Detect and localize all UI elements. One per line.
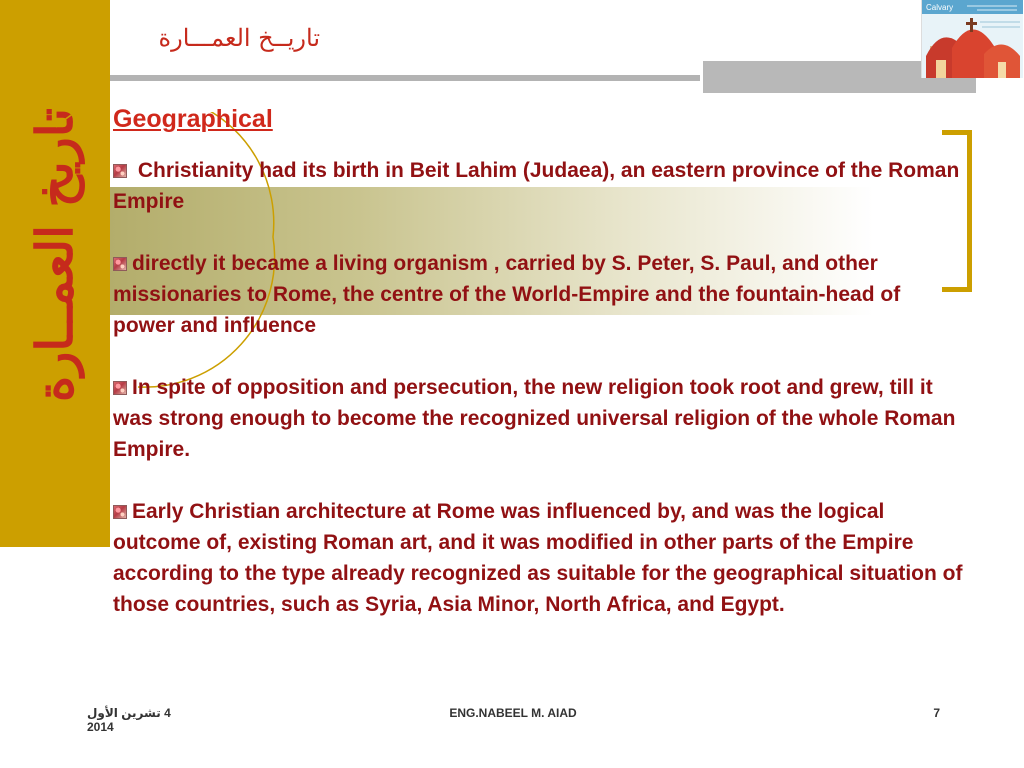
slide-title-arabic: تاريــخ العمـــارة (158, 24, 320, 52)
flower-bullet-icon (113, 164, 127, 178)
title-underline-bar (110, 75, 700, 81)
church-illustration (922, 0, 1023, 78)
vertical-title: تاريخ العمــارة (25, 108, 84, 402)
bullet-paragraph-2 (113, 248, 963, 341)
section-heading: Geographical (113, 105, 273, 133)
flower-bullet-icon (113, 505, 127, 519)
bullet-text-1: Christianity had its birth in Beit Lahim (Judaea), an eastern province of the Roman Empire (113, 159, 960, 213)
bullet-paragraph-3 (113, 372, 963, 465)
bullet-paragraph-1 (113, 155, 963, 217)
slide-number: 7 (933, 706, 940, 720)
flower-bullet-icon (113, 257, 127, 271)
calvary-thumbnail-image (921, 0, 1023, 78)
bullet-text-2: directly it became a living organism , carried by S. Peter, S. Paul, and other missionaries to Rome, the centre of the World-Empire and the fountain-head of power and influence (113, 252, 901, 337)
bullet-text-4: Early Christian architecture at Rome was influenced by, and was the logical outcome of, existing Roman art, and it was modified in other parts of the Empire according to the type already recognized as suitable for the geographical situation of those countries, such as Syria, Asia Minor, North Africa, and Egypt. (113, 500, 963, 616)
bullet-content (113, 155, 963, 651)
flower-bullet-icon (113, 381, 127, 395)
bullet-text-3: In spite of opposition and persecution, the new religion took root and grew, till it was strong enough to become the recognized universal religion of the whole Roman Empire. (113, 376, 956, 461)
thumbnail-caption: Calvary (926, 3, 954, 12)
footer-author: ENG.NABEEL M. AIAD (449, 706, 577, 720)
footer-date: 4 تشرين الأول 2014 (87, 706, 171, 734)
bullet-paragraph-4 (113, 496, 963, 620)
